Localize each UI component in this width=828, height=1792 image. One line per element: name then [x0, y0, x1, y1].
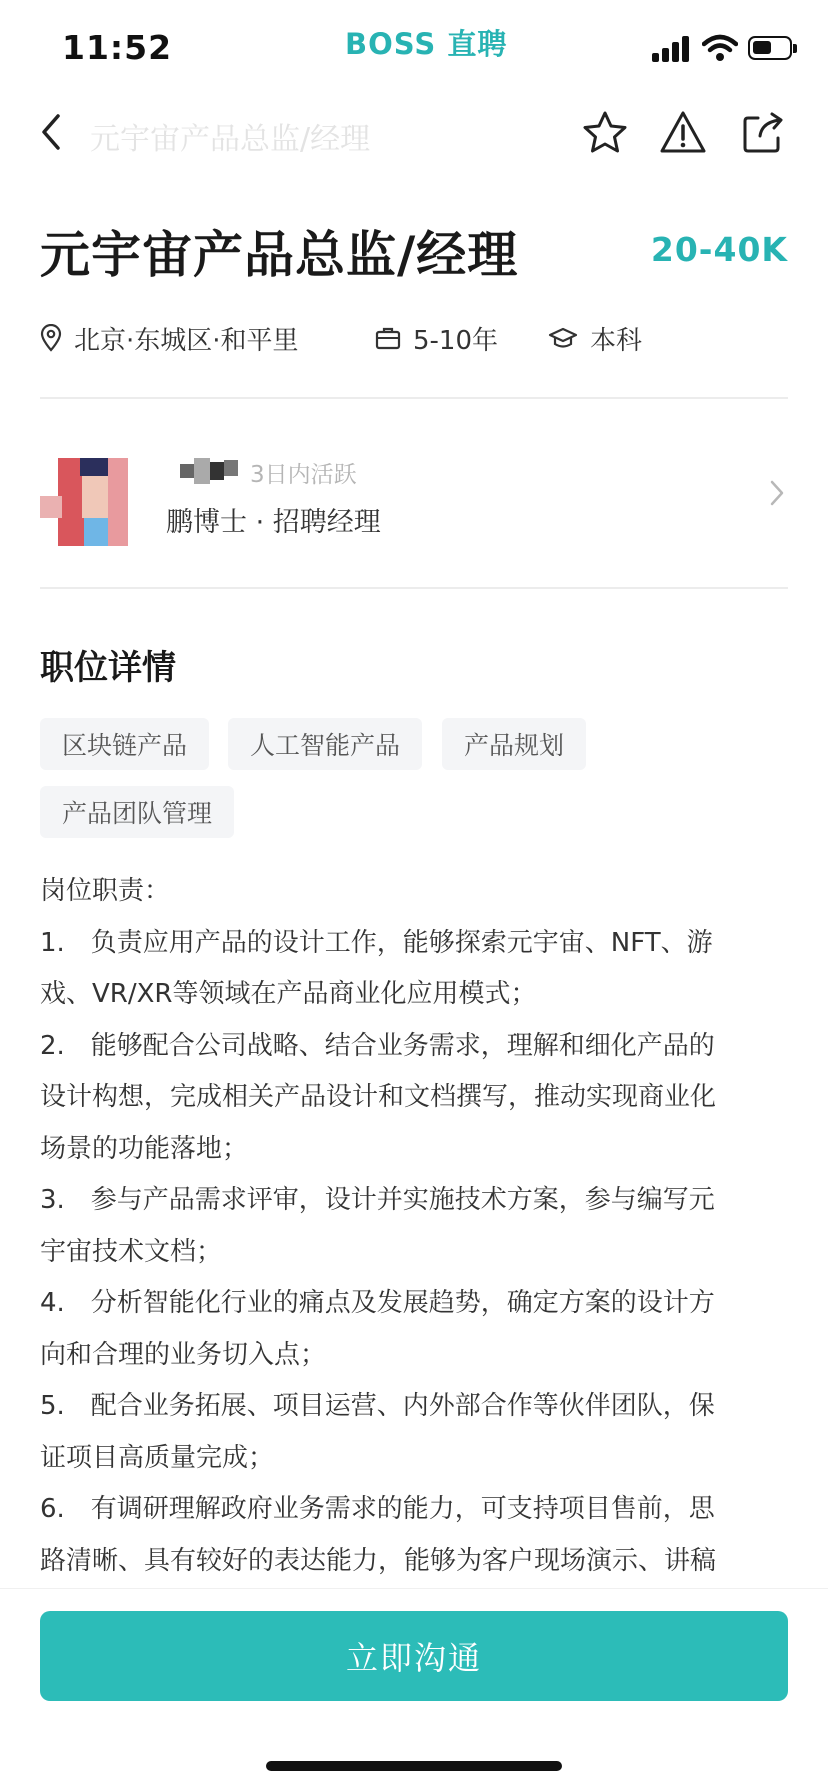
description-line: 设计构想，完成相关产品设计和文档撰写，推动实现商业化 — [40, 1082, 717, 1112]
description-line: 宇宙技术文档； — [40, 1236, 223, 1267]
description-line: 5. 配合业务拓展、项目运营、内外部合作等伙伴团队，保 — [40, 1391, 715, 1421]
share-icon[interactable] — [738, 108, 788, 158]
description-line: 1. 负责应用产品的设计工作，能够探索元宇宙、NFT、游 — [40, 927, 713, 958]
recruiter-name-blurred — [180, 458, 240, 484]
warning-icon[interactable] — [658, 108, 708, 158]
job-meta — [40, 318, 800, 358]
description-line: 6. 有调研理解政府业务需求的能力，可支持项目售前，思 — [40, 1494, 715, 1524]
description-line: 2. 能够配合公司战略、结合业务需求，理解和细化产品的 — [40, 1030, 715, 1061]
location-text: 北京·东城区·和平里 — [74, 325, 299, 356]
nav-title: 元宇宙产品总监/经理 — [90, 122, 371, 157]
recruiter-info: 鹏博士 · 招聘经理 — [166, 507, 381, 538]
skill-tag: 产品团队管理 — [40, 786, 234, 838]
signal-icon — [652, 34, 692, 62]
location-pin-icon — [40, 324, 62, 352]
description-line: 路清晰、具有较好的表达能力，能够为客户现场演示、讲稿 — [40, 1545, 717, 1576]
status-bar — [0, 0, 828, 96]
education-item — [548, 318, 642, 358]
home-indicator[interactable] — [266, 1761, 562, 1771]
description-line: 4. 分析智能化行业的痛点及发展趋势，确定方案的设计方 — [40, 1288, 715, 1318]
job-title: 元宇宙产品总监/经理 — [40, 226, 519, 284]
active-status: 3日内活跃 — [250, 462, 357, 488]
briefcase-icon — [375, 326, 401, 350]
status-icons — [652, 34, 792, 64]
experience-text: 5-10年 — [413, 325, 499, 356]
location-item — [40, 318, 299, 358]
app-brand: BOSS 直聘 — [345, 27, 508, 61]
nav-bar — [0, 96, 828, 172]
experience-item — [375, 318, 498, 358]
section-title: 职位详情 — [40, 648, 176, 688]
chevron-right-icon — [768, 478, 786, 508]
description-line: 向和合理的业务切入点； — [40, 1339, 327, 1370]
salary: 20-40K — [650, 230, 788, 269]
description-line: 3. 参与产品需求评审，设计并实施技术方案，参与编写元 — [40, 1185, 715, 1215]
description-line: 岗位职责： — [40, 876, 171, 906]
recruiter-card[interactable] — [0, 400, 828, 586]
avatar — [40, 458, 140, 548]
job-description — [40, 866, 780, 1584]
status-time: 11:52 — [62, 28, 173, 67]
graduation-cap-icon — [548, 326, 578, 350]
skill-tag: 区块链产品 — [40, 718, 209, 770]
back-icon[interactable] — [36, 110, 66, 154]
battery-icon — [748, 36, 792, 60]
divider — [40, 397, 788, 399]
divider — [40, 587, 788, 589]
description-line: 证项目高质量完成； — [40, 1442, 275, 1473]
description-line: 场景的功能落地； — [40, 1133, 249, 1164]
chat-now-button[interactable]: 立即沟通 — [40, 1611, 788, 1701]
wifi-icon — [702, 34, 738, 62]
star-icon[interactable] — [580, 108, 630, 158]
bottom-bar — [0, 1588, 828, 1792]
education-text: 本科 — [590, 325, 643, 356]
skill-tag: 人工智能产品 — [228, 718, 422, 770]
description-line: 戏、VR/XR等领域在产品商业化应用模式； — [40, 979, 537, 1009]
skill-tag: 产品规划 — [442, 718, 586, 770]
